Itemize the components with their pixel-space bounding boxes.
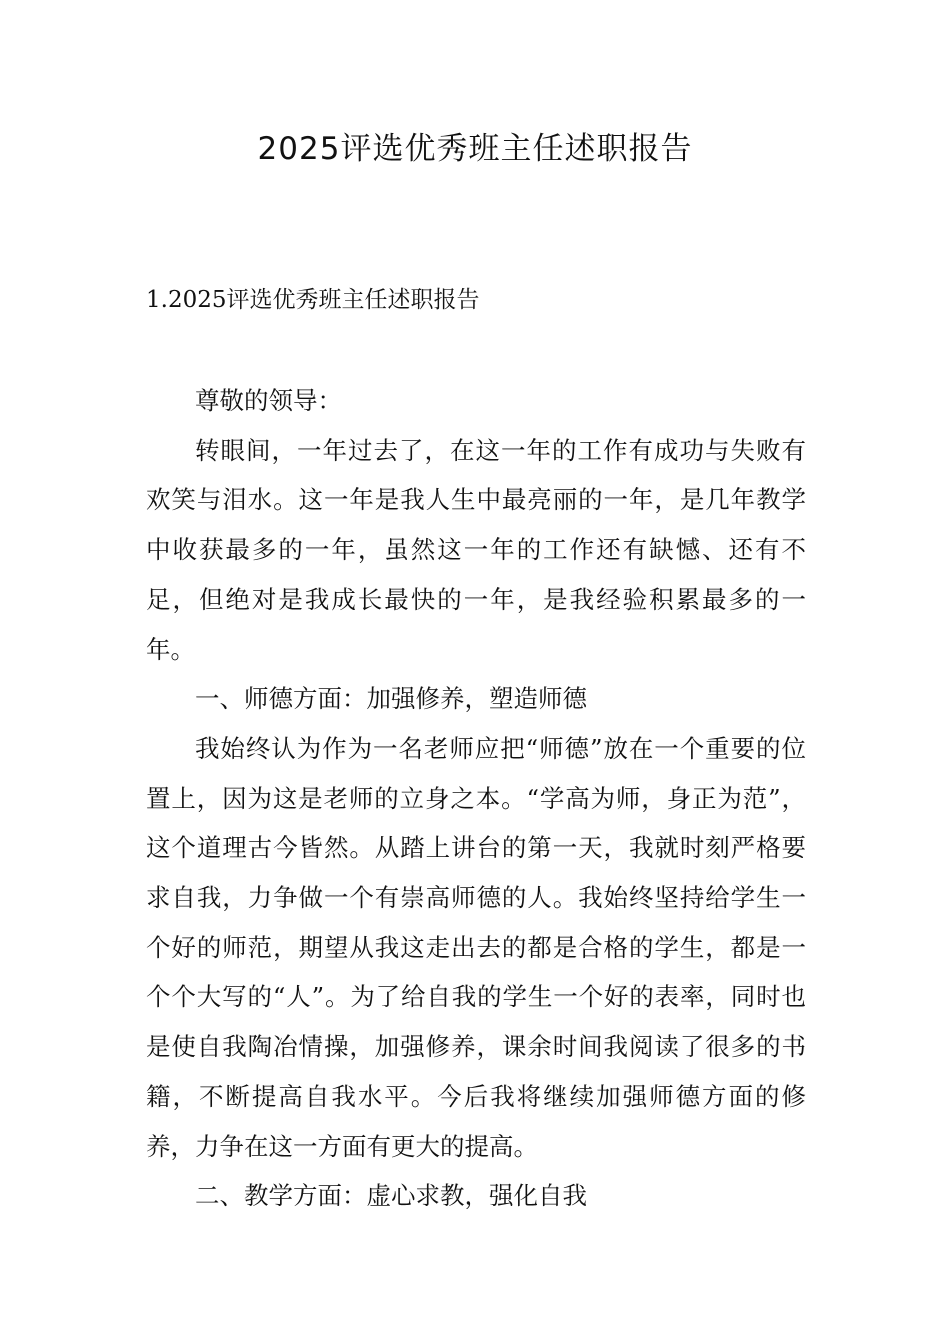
document-subtitle: 1.2025评选优秀班主任述职报告 [146, 287, 480, 313]
intro-paragraph: 转眼间，一年过去了，在这一年的工作有成功与失败有欢笑与泪水。这一年是我人生中最亮丽的一年，是几年教学中收获最多的一年，虽然这一年的工作还有缺憾、还有不足，但绝对是我成长最快的一年，是我经验积累最多的一年。 [146, 435, 806, 664]
document-title: 2025评选优秀班主任述职报告 [257, 131, 693, 167]
ethics-paragraph: 我始终认为作为一名老师应把“师德”放在一个重要的位置上，因为这是老师的立身之本。“学高为师，身正为范”，这个道理古今皆然。从踏上讲台的第一天，我就时刻严格要求自我，力争做一个有崇高师德的人。我始终坚持给学生一个好的师范，期望从我这走出去的都是合格的学生，都是一个个大写的“人”。为了给自我的学生一个好的表率，同时也是使自我陶冶情操，加强修养，课余时间我阅读了很多的书籍，不断提高自我水平。今后我将继续加强师德方面的修养，力争在这一方面有更大的提高。 [146, 733, 806, 1161]
greeting: 尊敬的领导： [195, 386, 342, 415]
section-heading-ethics: 一、师德方面：加强修养，塑造师德 [195, 684, 587, 714]
section-heading-teaching: 二、教学方面：虚心求教，强化自我 [195, 1181, 587, 1211]
document-body [146, 376, 806, 1221]
